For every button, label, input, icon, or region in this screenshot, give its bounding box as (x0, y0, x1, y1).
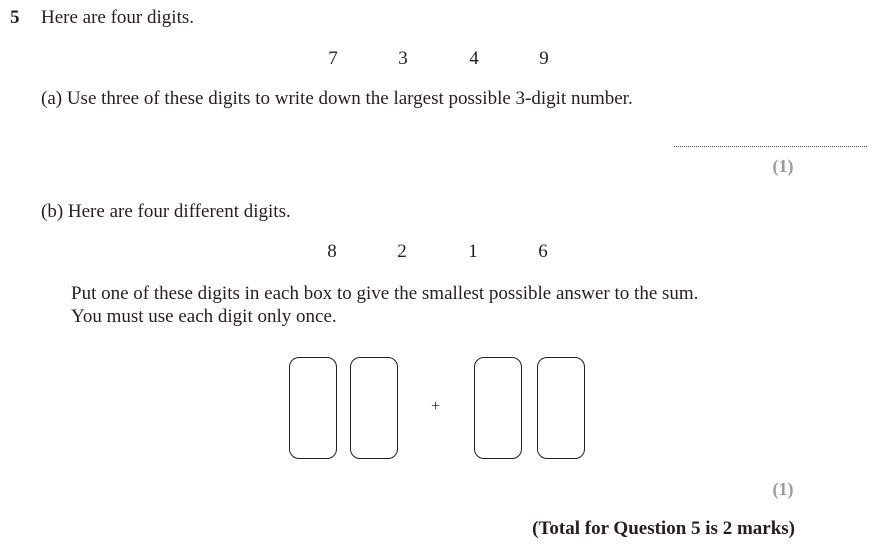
answer-box-3[interactable] (474, 357, 522, 459)
part-b-instruction-2: You must use each digit only once. (71, 306, 337, 327)
digit-b-1: 8 (327, 241, 337, 262)
question-number: 5 (10, 7, 20, 28)
digit-b-4: 6 (538, 241, 548, 262)
answer-box-4[interactable] (537, 357, 585, 459)
question-intro: Here are four digits. (41, 7, 194, 28)
part-a-marks: (1) (772, 156, 794, 176)
part-a-question: (a) Use three of these digits to write down the largest possible 3-digit number. (41, 88, 633, 109)
digit-b-3: 1 (468, 241, 478, 262)
part-a-answer-line[interactable] (674, 146, 867, 147)
question-total: (Total for Question 5 is 2 marks) (532, 518, 795, 539)
answer-box-1[interactable] (289, 357, 337, 459)
digit-b-2: 2 (397, 241, 407, 262)
digit-1: 7 (328, 48, 338, 69)
part-b-question: (b) Here are four different digits. (41, 201, 291, 222)
digit-2: 3 (398, 48, 408, 69)
answer-box-2[interactable] (350, 357, 398, 459)
plus-sign: + (431, 398, 441, 415)
digit-3: 4 (469, 48, 479, 69)
digit-4: 9 (539, 48, 549, 69)
part-b-instruction-1: Put one of these digits in each box to give the smallest possible answer to the sum. (71, 283, 699, 304)
part-b-marks: (1) (772, 479, 794, 499)
